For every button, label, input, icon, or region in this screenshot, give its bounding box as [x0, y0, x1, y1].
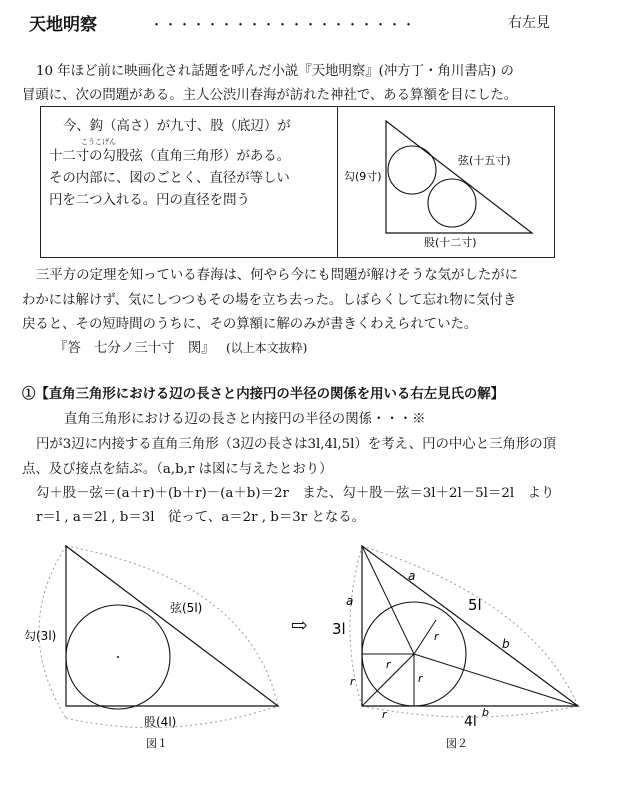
problem-kou-label: 勾(9寸)	[344, 170, 382, 183]
fig2-r-hyp: r	[434, 630, 439, 643]
fig1-ko-label: 股(4l)	[144, 715, 177, 729]
problem-line-4: 円を二つ入れる。円の直径を問う	[49, 193, 250, 208]
fig2-3l: 3l	[332, 620, 346, 638]
problem-circle-1	[388, 146, 436, 194]
section1-heading: ①【直角三角形における辺の長さと内接円の半径の関係を用いる右左見氏の解】	[22, 386, 505, 402]
problem-ruby: こうこげん	[81, 138, 116, 146]
fig2-a-hyp: a	[408, 569, 416, 583]
fig2-radius-hyp	[414, 620, 436, 654]
fig1-center-dot	[117, 656, 119, 658]
fig2-line-right	[414, 654, 578, 706]
fig2-b-bottom: b	[482, 706, 489, 719]
story-line-1: 三平方の定理を知っている春海は、何やら今にも問題が解けそうな気がしたがに	[36, 268, 519, 283]
problem-triangle	[386, 121, 532, 233]
problem-line-1: 今、鈎（高さ）が九寸、股（底辺）が	[63, 119, 291, 134]
fig2-caption: 図２	[446, 737, 468, 750]
answer-text: 『答 七分ノ三十寸 関』	[54, 341, 215, 356]
page-title: 天地明察	[29, 15, 97, 35]
problem-circle-2	[428, 179, 476, 227]
section1-line-4: r＝l , a＝2l , b＝3l 従って、a＝2r , b＝3r となる。	[36, 510, 366, 525]
problem-line-2: 十二寸の勾股弦（直角三角形）がある。	[49, 149, 291, 164]
answer-note: (以上本文抜粋)	[226, 341, 308, 355]
figure-1	[20, 540, 300, 760]
fig2-r-bottom-inner: r	[418, 672, 423, 685]
fig1-gen-label: 弦(5l)	[170, 601, 203, 615]
intro-line-2: 冒頭に、次の問題がある。主人公渋川春海が訪れた神社で、ある算額を目にした。	[22, 88, 518, 103]
fig2-r-left-inner: r	[386, 658, 391, 671]
fig2-r-left-side: r	[350, 675, 355, 688]
figure-2	[322, 540, 592, 760]
fig2-r-bottom-side: r	[382, 708, 387, 721]
section1-line-3: 勾＋股－弦＝(a＋r)＋(b＋r)－(a＋b)＝2r また、勾＋股－弦＝3l＋2l－5l＝2l より	[36, 486, 555, 501]
author-name: 右左見	[508, 15, 550, 31]
section1-sub: 直角三角形における辺の長さと内接円の半径の関係・・・※	[64, 412, 426, 427]
fig2-triangle	[362, 546, 578, 706]
title-dots: ・・・・・・・・・・・・・・・・・・・	[150, 18, 417, 33]
fig1-triangle	[66, 546, 278, 706]
fig2-a-left: a	[346, 594, 354, 608]
story-line-2: わかには解けず、気にしつつもその場を立ち去った。しばらくして忘れ物に気付き	[22, 293, 517, 308]
arrow-icon: ⇨	[291, 613, 308, 637]
section1-line-2: 点、及び接点を結ぶ。（a,b,r は図に与えたとおり）	[22, 462, 333, 477]
problem-line-3: その内部に、図のごとく、直径が等しい	[49, 171, 290, 186]
problem-gen-label: 弦(十五寸)	[458, 154, 511, 167]
problem-figure	[338, 107, 556, 257]
fig2-b-hyp: b	[502, 637, 510, 651]
fig1-caption: 図１	[146, 737, 168, 750]
fig2-5l: 5l	[468, 596, 482, 614]
story-line-3: 戻ると、その短時間のうちに、その算額に解のみが書きくわえられていた。	[22, 317, 478, 332]
intro-line-1: 10 年ほど前に映画化され話題を呼んだ小説『天地明察』(冲方丁・角川書店) の	[36, 64, 514, 79]
fig2-4l: 4l	[464, 714, 477, 730]
fig1-kou-label: 勾(3l)	[24, 629, 57, 643]
section1-line-1: 円が3辺に内接する直角三角形（3辺の長さは3l,4l,5l）を考え、円の中心と三角形の頂	[36, 437, 557, 452]
problem-ko-label: 股(十二寸)	[424, 236, 477, 249]
problem-box	[40, 106, 555, 258]
